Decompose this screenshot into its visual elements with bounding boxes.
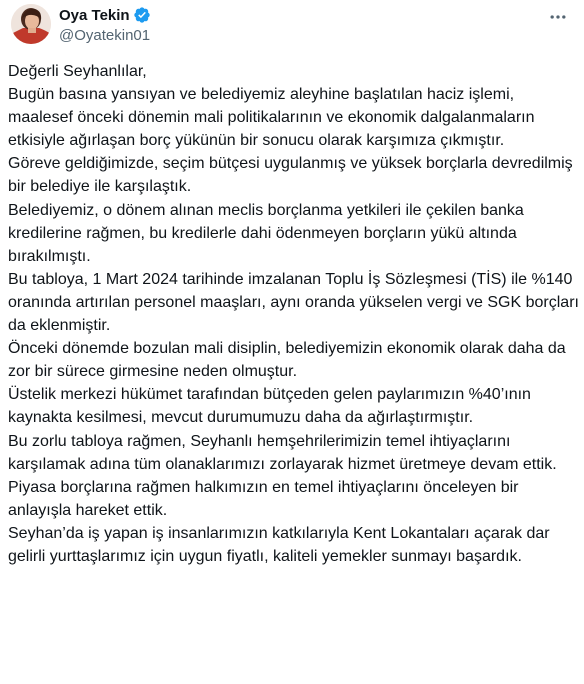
handle[interactable]: @Oyatekin01 xyxy=(59,27,151,44)
more-options-button[interactable] xyxy=(543,6,573,28)
tweet-paragraph: Bu zorlu tabloya rağmen, Seyhanlı hemşehrilerimizin temel ihtiyaçlarını karşılamak adına tüm olanaklarımızı zorlayarak hizmet üretmeye devam ettik. xyxy=(8,432,557,473)
more-horizontal-icon xyxy=(548,7,568,27)
user-info xyxy=(59,4,151,44)
display-name[interactable]: Oya Tekin xyxy=(59,6,130,24)
avatar[interactable] xyxy=(11,4,51,44)
tweet-paragraph: Bu tabloya, 1 Mart 2024 tarihinde imzalanan Toplu İş Sözleşmesi (TİS) ile %140 oranında artırılan personel maaşları, aynı oranda yükselen vergi ve SGK borçları da eklenmiştir. xyxy=(8,270,579,335)
verified-badge-icon xyxy=(133,6,151,24)
tweet-paragraph: Önceki dönemde bozulan mali disiplin, belediyemizin ekonomik olarak daha da zor bir sürece girmesine neden olmuştur. xyxy=(8,340,566,381)
avatar-image xyxy=(11,4,51,44)
tweet-paragraph: Belediyemiz, o dönem alınan meclis borçlanma yetkileri ile çekilen banka kredilerine rağmen, bu kredilerle dahi ödenmeyen borçların yükü altında bırakılmıştı. xyxy=(8,201,524,265)
name-row xyxy=(59,5,151,25)
tweet-paragraph: Bugün basına yansıyan ve belediyemiz aleyhine başlatılan haciz işlemi, maalesef önceki dönemin mali politikalarının ve ekonomik dalgalanmaların etkisiyle ağırlaşan borç yükünün bir sonucu olarak karşımıza çıkmıştır. xyxy=(8,86,535,150)
tweet-header xyxy=(11,4,573,48)
tweet-paragraph: Göreve geldiğimizde, seçim bütçesi uygulanmış ve yüksek borçlarla devredilmiş bir belediye ile karşılaştık. xyxy=(8,155,573,196)
tweet-paragraph: Piyasa borçlarına rağmen halkımızın en temel ihtiyaçlarını önceleyen bir anlayışla hareket ettik. xyxy=(8,478,519,519)
tweet-text xyxy=(8,60,580,568)
tweet-paragraph: Değerli Seyhanlılar, xyxy=(8,63,147,80)
tweet-paragraph: Üstelik merkezi hükümet tarafından bütçeden gelen paylarımızın %40’ının kaynakta kesilmesi, mevcut durumumuzu daha da ağırlaştırmıştır. xyxy=(8,386,531,427)
tweet-paragraph: Seyhan’da iş yapan iş insanlarımızın katkılarıyla Kent Lokantaları açarak dar gelirli yurttaşlarımız için uygun fiyatlı, kaliteli yemekler sunmayı başardık. xyxy=(8,524,550,565)
